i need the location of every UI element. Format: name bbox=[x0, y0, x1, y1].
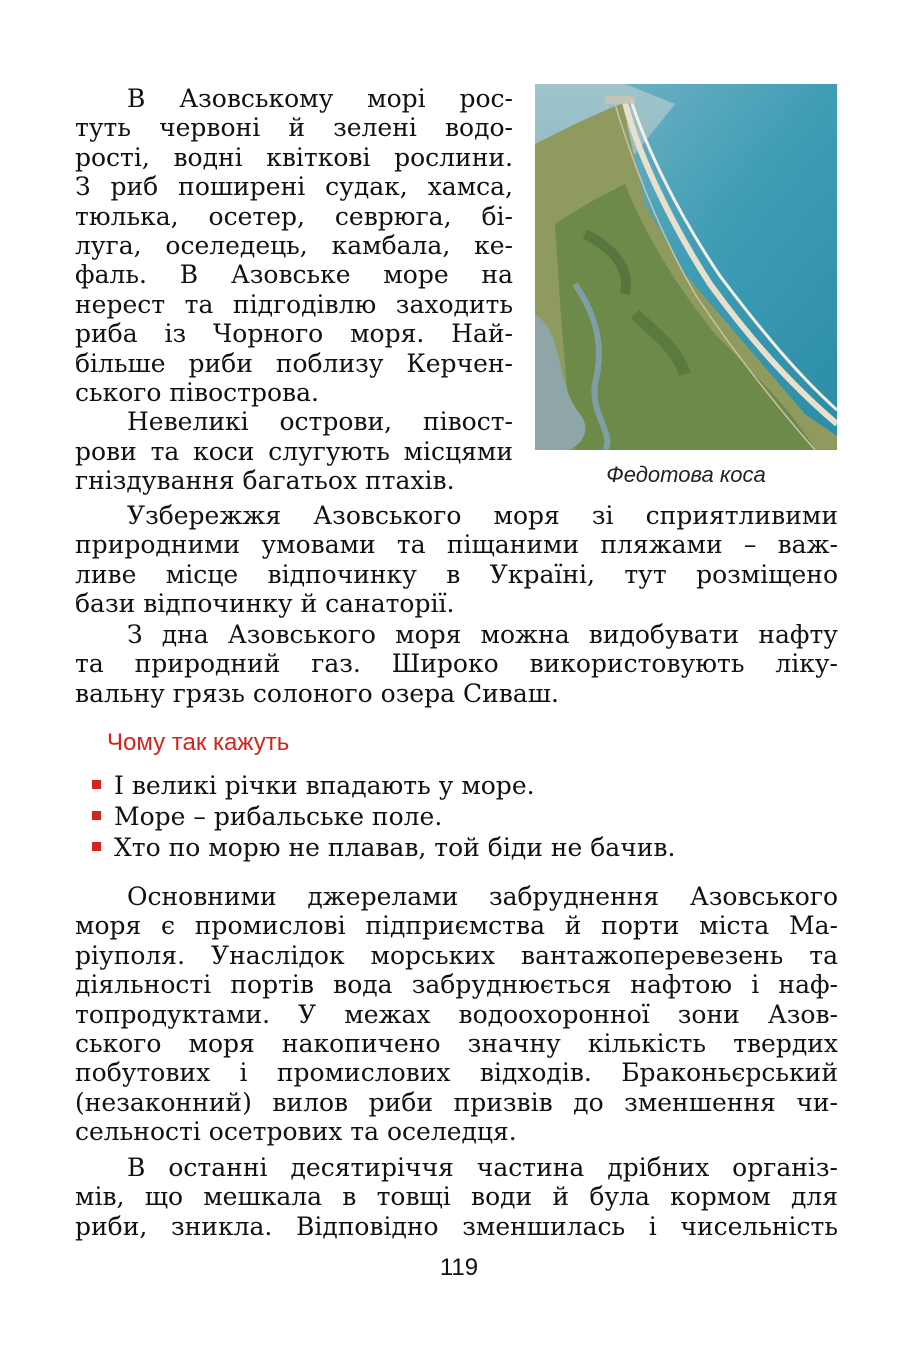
paragraph bbox=[75, 620, 838, 708]
text-line: Основними джерелами забруднення Азовського bbox=[127, 882, 838, 911]
text-line: риба із Чорного моря. Най- bbox=[75, 319, 513, 349]
sayings-list bbox=[92, 771, 675, 865]
text-line: ського півострова. bbox=[75, 378, 319, 408]
red-square-bullet-icon bbox=[92, 780, 101, 789]
figure bbox=[535, 84, 837, 488]
text-line: туть червоні й зелені водо- bbox=[75, 113, 513, 143]
text-line: луга, оселедець, камбала, ке- bbox=[75, 231, 513, 261]
text-line: З риб поширені судак, хамса, bbox=[75, 172, 513, 202]
text-line: більше риби поблизу Керчен- bbox=[75, 348, 513, 378]
text-line: З дна Азовського моря можна видобувати нафту bbox=[127, 620, 838, 649]
paragraph bbox=[75, 882, 838, 1147]
text-line: бази відпочинку й санаторії. bbox=[75, 589, 455, 619]
list-item bbox=[92, 833, 675, 862]
red-square-bullet-icon bbox=[92, 811, 101, 820]
text-line: ріуполя. Унаслідок морських вантажоперевезень та bbox=[75, 940, 838, 970]
page-number: 119 bbox=[439, 1254, 479, 1281]
text-line: діяльності портів вода забруднюється нафтою і наф- bbox=[75, 970, 838, 1000]
text-line: риби, зникла. Відповідно зменшилась і чисельність bbox=[75, 1211, 838, 1241]
text-line: Невеликі острови, півост- bbox=[127, 407, 513, 437]
text-line: топродуктами. У межах водоохоронної зони Азов- bbox=[75, 999, 838, 1029]
text-line: та природний газ. Широко використовують ліку- bbox=[75, 649, 838, 679]
text-line: ливе місце відпочинку в Україні, тут розміщено bbox=[75, 559, 838, 589]
saying-text: І великі річки впадають у море. bbox=[114, 771, 535, 800]
text-line: рови та коси слугують місцями bbox=[75, 436, 513, 466]
text-line: ського моря накопичено значну кількість твердих bbox=[75, 1029, 838, 1059]
text-line: фаль. В Азовське море на bbox=[75, 260, 513, 290]
text-line: нерест та підгодівлю заходить bbox=[75, 289, 513, 319]
red-square-bullet-icon bbox=[92, 842, 101, 851]
list-item bbox=[92, 802, 675, 831]
text-line: рості, водні квіткові рослини. bbox=[75, 142, 513, 172]
paragraph bbox=[75, 501, 838, 619]
saying-text: Море – рибальське поле. bbox=[114, 802, 443, 832]
paragraph bbox=[75, 1153, 838, 1241]
text-line: тюлька, осетер, севрюга, бі- bbox=[75, 201, 513, 231]
text-line: (незаконний) вилов риби призвів до зменшення чи- bbox=[75, 1087, 838, 1117]
text-line: побутових і промислових відходів. Браконьєрський bbox=[75, 1058, 838, 1088]
sayings-heading: Чому так кажуть bbox=[107, 729, 290, 756]
text-line: сельності осетрових та оселедця. bbox=[75, 1117, 517, 1147]
text-line: моря є промислові підприємства й порти міста Ма- bbox=[75, 911, 838, 941]
text-line: гніздування багатьох птахів. bbox=[75, 466, 455, 496]
photo-caption: Федотова коса bbox=[606, 462, 766, 487]
intro-column bbox=[75, 84, 513, 496]
text-line: мів, що мешкала в товщі води й була кормом для bbox=[75, 1182, 838, 1212]
spit-aerial-photo bbox=[535, 84, 837, 450]
text-line: В Азовському морі рос- bbox=[127, 84, 513, 113]
text-line: В останні десятиріччя частина дрібних організ- bbox=[127, 1153, 838, 1182]
text-line: природними умовами та піщаними пляжами – важ- bbox=[75, 530, 838, 560]
text-line: Узбережжя Азовського моря зі сприятливими bbox=[127, 501, 838, 530]
text-line: вальну грязь солоного озера Сиваш. bbox=[75, 678, 559, 708]
saying-text: Хто по морю не плавав, той біди не бачив. bbox=[114, 833, 676, 863]
list-item bbox=[92, 771, 675, 800]
